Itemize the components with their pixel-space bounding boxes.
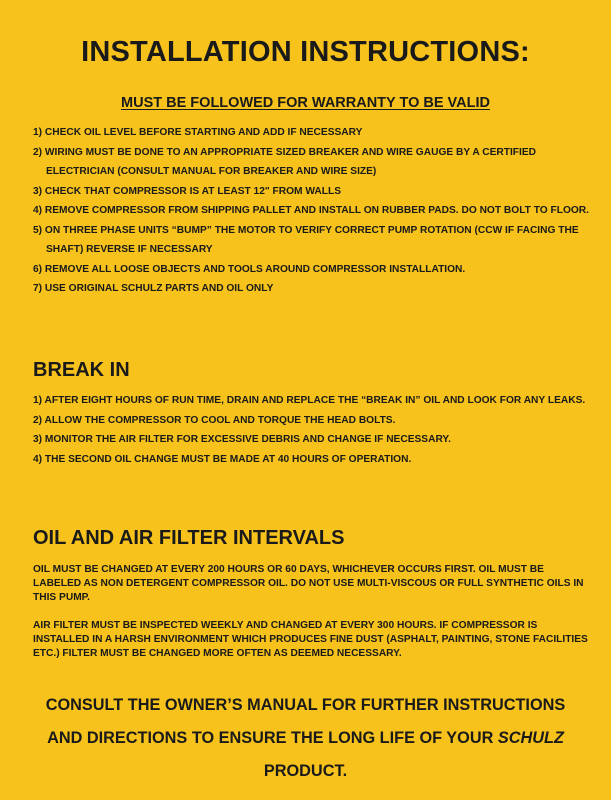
oil-change-paragraph: OIL MUST BE CHANGED AT EVERY 200 HOURS OR 60 DAYS, WHICHEVER OCCURS FIRST. OIL MUST BE LABELED AS NON DETERGENT COMPRESSOR OIL. DO NOT USE MULTI-VISCOUS OR FULL SYNTHETIC OILS IN THIS PUMP. [33, 564, 584, 603]
footer-note [30, 689, 581, 788]
break-in-step: 4) THE SECOND OIL CHANGE MUST BE MADE AT 40 HOURS OF OPERATION. [33, 453, 412, 465]
footer-text: CONSULT THE OWNER’S MANUAL FOR FURTHER INSTRUCTIONS AND DIRECTIONS TO ENSURE THE LONG LIFE OF YOUR [45, 696, 566, 747]
break-in-step: 2) ALLOW THE COMPRESSOR TO COOL AND TORQUE THE HEAD BOLTS. [33, 414, 396, 426]
air-filter-paragraph: AIR FILTER MUST BE INSPECTED WEEKLY AND CHANGED AT EVERY 300 HOURS. IF COMPRESSOR IS INSTALLED IN A HARSH ENVIRONMENT WHICH PRODUCES FINE DUST (ASPHALT, PAINTING, STONE FACILITIES ETC.) FILTER MUST BE CHANGED MORE OFTEN AS DEEMED NECESSARY. [33, 620, 588, 659]
installation-step: 3) CHECK THAT COMPRESSOR IS AT LEAST 12" FROM WALLS [33, 185, 342, 197]
intervals-heading: OIL AND AIR FILTER INTERVALS [33, 527, 345, 549]
installation-step: 1) CHECK OIL LEVEL BEFORE STARTING AND ADD IF NECESSARY [33, 127, 363, 138]
page-title: INSTALLATION INSTRUCTIONS: [81, 36, 530, 68]
break-in-step: 3) MONITOR THE AIR FILTER FOR EXCESSIVE DEBRIS AND CHANGE IF NECESSARY. [33, 434, 451, 445]
warranty-subtitle: MUST BE FOLLOWED FOR WARRANTY TO BE VALID [121, 95, 490, 111]
break-in-step: 1) AFTER EIGHT HOURS OF RUN TIME, DRAIN AND REPLACE THE “BREAK IN” OIL AND LOOK FOR ANY LEAKS. [33, 395, 586, 406]
installation-step: 4) REMOVE COMPRESSOR FROM SHIPPING PALLET AND INSTALL ON RUBBER PADS. DO NOT BOLT TO FLOOR. [33, 205, 589, 216]
installation-step: 5) ON THREE PHASE UNITS “BUMP” THE MOTOR TO VERIFY CORRECT PUMP ROTATION (CCW IF FACING THE SHAFT) REVERSE IF NECESSARY [33, 224, 579, 255]
installation-step: 2) WIRING MUST BE DONE TO AN APPROPRIATE SIZED BREAKER AND WIRE GAUGE BY A CERTIFIED ELECTRICIAN (CONSULT MANUAL FOR BREAKER AND WIRE SIZE) [33, 146, 536, 177]
installation-step: 6) REMOVE ALL LOOSE OBJECTS AND TOOLS AROUND COMPRESSOR INSTALLATION. [33, 263, 466, 275]
break-in-heading: BREAK IN [33, 359, 130, 381]
installation-step: 7) USE ORIGINAL SCHULZ PARTS AND OIL ONLY [33, 283, 274, 294]
installation-steps-list [33, 123, 593, 299]
break-in-steps-list [33, 391, 593, 469]
brand-name: SCHULZ [497, 729, 564, 747]
footer-text-end: PRODUCT. [263, 762, 348, 780]
